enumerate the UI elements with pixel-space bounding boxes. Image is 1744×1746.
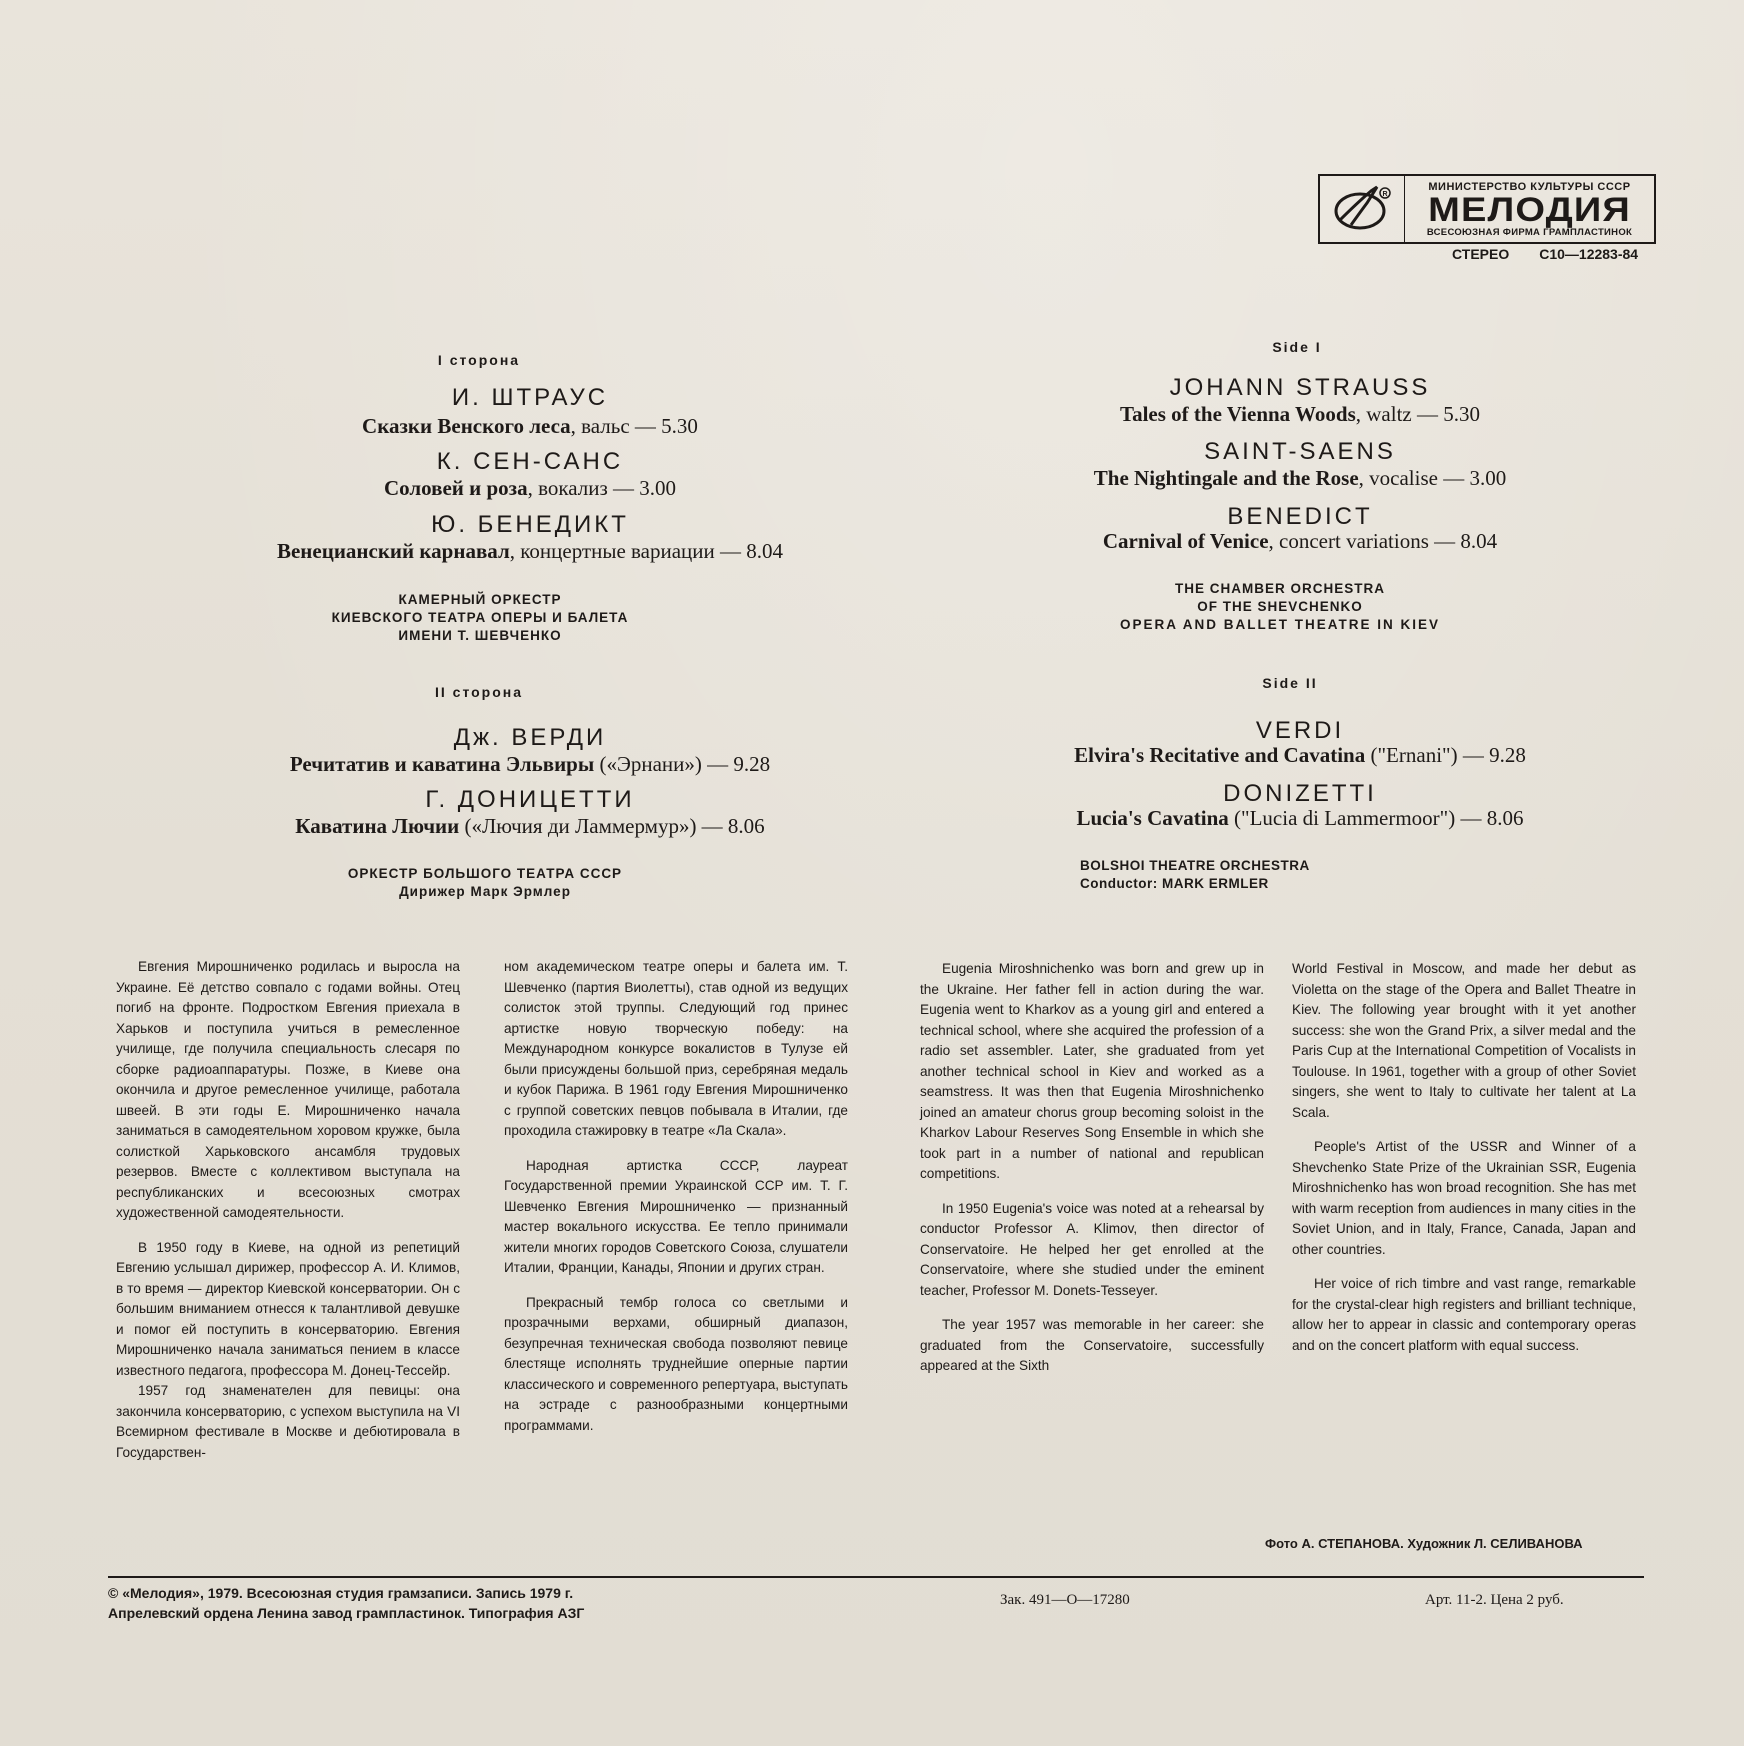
melodiya-mark-icon <box>1320 176 1405 242</box>
en-side2-orchestra: BOLSHOI THEATRE ORCHESTRA Conductor: MARK ERMLER <box>1080 858 1310 891</box>
en-composer-2: SAINT-SAENS <box>1204 438 1396 465</box>
en-side2-label: Side II <box>1262 675 1318 691</box>
ru-composer-5: Г. ДОНИЦЕТТИ <box>425 786 635 813</box>
footer-copyright: © «Мелодия», 1979. Всесоюзная студия грамзаписи. Запись 1979 г. Апрелевский ордена Ленина завод грампластинок. Типография АЗГ <box>108 1585 585 1621</box>
logo-subtitle: ВСЕСОЮЗНАЯ ФИРМА ГРАМПЛАСТИНОК <box>1426 226 1633 238</box>
ru-side1-label: I сторона <box>437 352 521 368</box>
catalog-code: С10—12283-84 <box>1539 246 1639 262</box>
logo-text <box>1405 176 1654 242</box>
logo-ministry: МИНИСТЕРСТВО КУЛЬТУРЫ СССР <box>1428 180 1631 193</box>
svg-text:R: R <box>1382 191 1388 198</box>
logo-brand: МЕЛОДИЯ <box>1428 190 1631 229</box>
en-composer-4: VERDI <box>1255 717 1345 744</box>
en-composer-5: DONIZETTI <box>1223 780 1377 807</box>
ru-composer-2: К. СЕН-САНС <box>436 448 624 475</box>
ru-work-4: Речитатив и каватина Эльвиры («Эрнани») — 9.28 <box>289 752 771 776</box>
bio-en-column-2: World Festival in Moscow, and made her debut as Violetta on the stage of the Opera and Ballet Theatre in Kiev. The following year brought with it yet another success: she won the Grand Prix, a silver medal and the Paris Cup at the International Competition of Vocalists in Toulouse. In 1961, together with a group of other Soviet singers, she went to Italy to cultivate her talent at La Scala. People's Artist of the USSR and Winner of a Shevchenko State Prize of the Ukrainian SSR, Eugenia Miroshnichenko has won broad recognition. She has met with warm reception from audiences in many cities in the Soviet Union, and in Italy, France, Canada, Japan and other countries. Her voice of rich timbre and vast range, remarkable for the crystal-clear high registers and brilliant technique, allow her to appear in classic and contemporary operas and on the concert platform with equal success. <box>1292 961 1636 1353</box>
en-work-5: Lucia's Cavatina ("Lucia di Lammermoor") — 8.06 <box>1076 806 1524 830</box>
en-composer-1: JOHANN STRAUSS <box>1169 374 1431 401</box>
en-work-3: Carnival of Venice, concert variations — 8.04 <box>1102 529 1498 553</box>
en-work-2: The Nightingale and the Rose, vocalise — 3.00 <box>1093 466 1507 490</box>
footer-price: Арт. 11-2. Цена 2 руб. <box>1425 1592 1564 1608</box>
ru-composer-4: Дж. ВЕРДИ <box>453 724 607 751</box>
footer-order-number: Зак. 491—О—17280 <box>1000 1592 1130 1608</box>
bio-ru-column-1: Евгения Мирошниченко родилась и выросла на Украине. Её детство совпало с годами войны. Отец погиб на фронте. Подростком Евгения приехала в Харьков и поступила учиться в ремесленное училище, где получила специальность слесаря по сборке радиоаппаратуры. Позже, в Киеве она окончила и другое ремесленное училище, работала швеей. В эти годы Е. Мирошниченко начала заниматься в самодеятельном хоровом кружке, была солисткой Харьковского ансамбля трудовых резервов. Вместе с коллективом выступала на республиканских и всесоюзных смотрах художественной самодеятельности. В 1950 году в Киеве, на одной из репетиций Евгению услышал дирижер, профессор А. И. Климов, в то время — директор Киевской консерватории. Он с большим вниманием отнесся к талантливой девушке и помог ей поступить в консерваторию. Евгения Мирошниченко начала заниматься пением в классе известного педагога, профессора М. Донец-Тессейр. 1957 год знаменателен для певицы: она закончила консерваторию, с успехом выступила на VI Всемирном фестивале в Москве и дебютировала в Государствен- <box>116 959 460 1460</box>
stereo-label: СТЕРЕО <box>1452 246 1510 262</box>
ru-work-3: Венецианский карнавал, концертные вариации — 8.04 <box>276 539 784 563</box>
photo-artist-credits: Фото А. СТЕПАНОВА. Художник Л. СЕЛИВАНОВА <box>1265 1536 1583 1551</box>
ru-work-1: Сказки Венского леса, вальс — 5.30 <box>362 414 698 438</box>
ru-work-2: Соловей и роза, вокализ — 3.00 <box>383 476 677 500</box>
en-work-4: Elvira's Recitative and Cavatina ("Ernani") — 9.28 <box>1074 743 1526 767</box>
ru-side1-orchestra: КАМЕРНЫЙ ОРКЕСТР КИЕВСКОГО ТЕАТРА ОПЕРЫ И БАЛЕТА ИМЕНИ Т. ШЕВЧЕНКО <box>331 592 629 643</box>
catalog-number <box>1452 246 1638 262</box>
en-side1-orchestra: THE CHAMBER ORCHESTRA OF THE SHEVCHENKO OPERA AND BALLET THEATRE IN KIEV <box>1119 581 1440 632</box>
ru-composer-3: Ю. БЕНЕДИКТ <box>431 511 629 538</box>
en-composer-3: BENEDICT <box>1227 503 1373 530</box>
ru-composer-1: И. ШТРАУС <box>451 384 609 411</box>
ru-side2-orchestra: ОРКЕСТР БОЛЬШОГО ТЕАТРА СССР Дирижер Марк Эрмлер <box>347 866 623 899</box>
en-side1-label: Side I <box>1272 339 1322 355</box>
melodiya-logo <box>1318 174 1656 244</box>
bio-ru-column-2: ном академическом театре оперы и балета им. Т. Шевченко (партия Виолетты), став одной из ведущих солисток этой труппы. Следующий год принес артистке новую творческую победу: на Международном конкурсе вокалистов в Тулузе ей были присуждены большой приз, серебряная медаль и кубок Парижа. В 1961 году Евгения Мирошниченко с группой советских певцов побывала в Италии, где проходила стажировку в театре «Ла Скала». Народная артистка СССР, лауреат Государственной премии Украинской ССР им. Т. Г. Шевченко Евгения Мирошниченко — признанный мастер вокального искусства. Ее тепло принимали жители многих городов Советского Союза, слушатели Италии, Франции, Канады, Японии и других стран. Прекрасный тембр голоса со светлыми и прозрачными верхами, обширный диапазон, безупречная техническая свобода позволяют певице блестяще исполнять труднейшие оперные партии классического и современного репертуара, выступать на эстраде с разнообразными концертными программами. <box>504 959 848 1433</box>
en-work-1: Tales of the Vienna Woods, waltz — 5.30 <box>1120 402 1480 426</box>
ru-side2-label: II сторона <box>434 684 524 700</box>
bio-en-column-1: Eugenia Miroshnichenko was born and grew up in the Ukraine. Her father fell in action during the war. Eugenia went to Kharkov as a young girl and entered a technical school, where she acquired the profession of a radio set assembler. Later, she graduated from yet another technical school in Kiev and worked as a seamstress. It was then that Eugenia Miroshnichenko joined an amateur chorus group becoming soloist in the Kharkov Labour Reserves Song Ensemble in which she took part in a number of national and republican competitions. In 1950 Eugenia's voice was noted at a rehearsal by conductor Professor A. Klimov, then director of Conservatoire. He helped her get enrolled at the Conservatoire, where she studied under the eminent teacher, Professor M. Donets-Tesseyer. The year 1957 was memorable in her career: she graduated from the Conservatoire, successfully appeared at the Sixth <box>920 961 1264 1373</box>
ru-work-5: Каватина Лючии («Лючия ди Ламмермур») — 8.06 <box>295 814 765 838</box>
footer-divider <box>108 1576 1644 1578</box>
